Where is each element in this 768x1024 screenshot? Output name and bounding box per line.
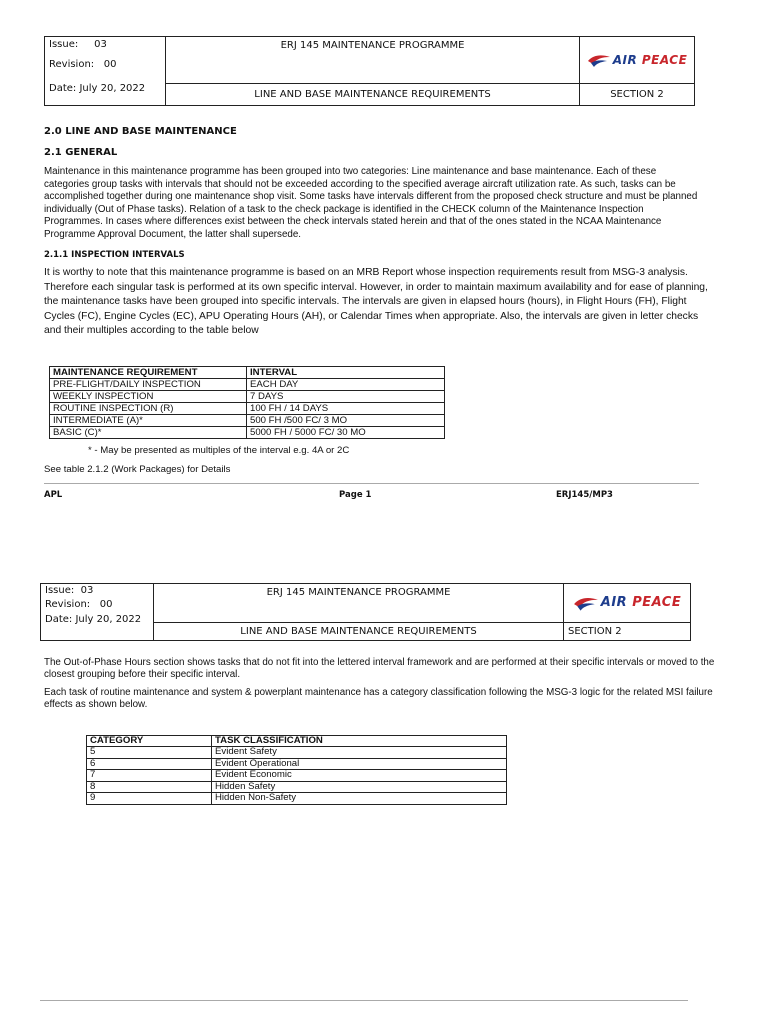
heading-inspection-intervals: 2.1.1 INSPECTION INTERVALS bbox=[44, 250, 185, 260]
table-row bbox=[87, 758, 507, 770]
doc-title: LINE AND BASE MAINTENANCE REQUIREMENTS bbox=[154, 622, 564, 640]
footer-page-number: Page 1 bbox=[339, 490, 372, 500]
table-row bbox=[87, 747, 507, 759]
logo-word-air: AIR bbox=[612, 53, 638, 67]
issue-cell bbox=[45, 37, 166, 106]
air-peace-logo bbox=[565, 585, 689, 621]
table-cell: 100 FH / 14 DAYS bbox=[247, 403, 445, 415]
air-peace-logo bbox=[581, 38, 693, 82]
msg3-paragraph: Each task of routine maintenance and system & powerplant maintenance has a category classification following the MSG-3 logic for the related MSI failure effects as shown below. bbox=[44, 687, 713, 710]
table-row bbox=[50, 391, 445, 403]
table-cell: BASIC (C)* bbox=[50, 427, 247, 439]
logo-word-peace: PEACE bbox=[632, 595, 682, 611]
table-cell: 8 bbox=[87, 781, 212, 793]
maintenance-interval-table bbox=[49, 366, 445, 439]
table-cell: 7 DAYS bbox=[247, 391, 445, 403]
table-header-row bbox=[50, 367, 445, 379]
program-title: ERJ 145 MAINTENANCE PROGRAMME bbox=[154, 584, 564, 623]
general-paragraph: Maintenance in this maintenance programme has been grouped into two categories: Line maintenance and base maintenance. Each of these categories group tasks with intervals that should not be exceeded according to the specified average aircraft utilization rate. As such, tasks can be accomplished together during one maintenance shop visit. Some tasks have intervals different from the proposed check structure and must be planned individually (Out of Phase tasks). Relation of a task to the check package is identified in the CHECK column of the Maintenance Inspection Programmes. In cases where differences exist between the check intervals stated herein and that of the ones stated in the NCAA Maintenance Programme Approval Document, the latter shall supersede. bbox=[44, 166, 698, 240]
table-row bbox=[50, 379, 445, 391]
table-row bbox=[87, 770, 507, 782]
logo-word-peace: PEACE bbox=[641, 53, 688, 67]
revision-value: 00 bbox=[103, 59, 117, 70]
issue-value: 03 bbox=[80, 585, 94, 596]
table-cell: 500 FH /500 FC/ 3 MO bbox=[247, 415, 445, 427]
revision-value: 00 bbox=[99, 599, 113, 610]
table-cell: 6 bbox=[87, 758, 212, 770]
table-row bbox=[87, 793, 507, 805]
logo-word-air: AIR bbox=[600, 595, 628, 611]
table-cell: 5 bbox=[87, 747, 212, 759]
logo-cell bbox=[564, 584, 691, 623]
column-header: CATEGORY bbox=[87, 736, 212, 747]
section-label: SECTION 2 bbox=[580, 84, 695, 106]
date-label: Date: July 20, 2022 bbox=[45, 614, 142, 625]
issue-label: Issue: bbox=[49, 39, 79, 50]
footer-left: APL bbox=[44, 490, 63, 500]
date-label: Date: July 20, 2022 bbox=[49, 83, 146, 94]
column-header: TASK CLASSIFICATION bbox=[212, 736, 507, 747]
bird-logo-icon bbox=[587, 52, 611, 68]
footer-rule bbox=[44, 483, 699, 484]
see-table-note: See table 2.1.2 (Work Packages) for Details bbox=[44, 464, 231, 475]
footer-right: ERJ145/MP3 bbox=[556, 490, 613, 500]
column-header: INTERVAL bbox=[247, 367, 445, 379]
doc-title: LINE AND BASE MAINTENANCE REQUIREMENTS bbox=[166, 84, 580, 106]
page2-header bbox=[40, 583, 691, 641]
heading-line-base: 2.0 LINE AND BASE MAINTENANCE bbox=[44, 126, 237, 137]
revision-label: Revision: bbox=[49, 59, 95, 70]
out-of-phase-paragraph: The Out-of-Phase Hours section shows tasks that do not fit into the lettered interval framework and are performed at their specific intervals or moved to the closest grouping before their specific interval. bbox=[44, 657, 715, 680]
table-row bbox=[50, 403, 445, 415]
table-cell: EACH DAY bbox=[247, 379, 445, 391]
logo-cell bbox=[580, 37, 695, 84]
issue-cell bbox=[41, 584, 154, 641]
table-cell: 7 bbox=[87, 770, 212, 782]
page1-header bbox=[44, 36, 695, 106]
table-cell: Hidden Safety bbox=[212, 781, 507, 793]
page2-footer-rule bbox=[40, 1000, 688, 1001]
intervals-paragraph: It is worthy to note that this maintenance programme is based on an MRB Report whose inspection requirements result from MSG-3 analysis. Therefore each singular task is performed at its own specific interval. However, in order to maintain maximum availability and for ease of planning, the maintenance tasks have been grouped into specific intervals. The intervals are given in elapsed hours (hours), in Flight Hours (FH), Flight Cycles (FC), Engine Cycles (EC), APU Operating Hours (AH), or Calendar Times when appropriate. Also, the intervals are given in letter checks and their multiples according to the table below bbox=[44, 267, 708, 337]
revision-label: Revision: bbox=[45, 599, 91, 610]
table-cell: Evident Safety bbox=[212, 747, 507, 759]
heading-general: 2.1 GENERAL bbox=[44, 147, 118, 158]
footnote: * - May be presented as multiples of the interval e.g. 4A or 2C bbox=[88, 445, 350, 456]
column-header: MAINTENANCE REQUIREMENT bbox=[50, 367, 247, 379]
section-label: SECTION 2 bbox=[564, 622, 691, 640]
table-cell: Evident Operational bbox=[212, 758, 507, 770]
table-row bbox=[50, 415, 445, 427]
table-cell: 9 bbox=[87, 793, 212, 805]
table-header-row bbox=[87, 736, 507, 747]
category-classification-table bbox=[86, 735, 507, 805]
issue-label: Issue: bbox=[45, 585, 75, 596]
table-cell: 5000 FH / 5000 FC/ 30 MO bbox=[247, 427, 445, 439]
program-title: ERJ 145 MAINTENANCE PROGRAMME bbox=[166, 37, 580, 84]
table-cell: WEEKLY INSPECTION bbox=[50, 391, 247, 403]
table-cell: ROUTINE INSPECTION (R) bbox=[50, 403, 247, 415]
table-row bbox=[50, 427, 445, 439]
table-cell: PRE-FLIGHT/DAILY INSPECTION bbox=[50, 379, 247, 391]
table-cell: INTERMEDIATE (A)* bbox=[50, 415, 247, 427]
table-row bbox=[87, 781, 507, 793]
bird-logo-icon bbox=[573, 594, 599, 612]
issue-value: 03 bbox=[94, 39, 107, 50]
table-cell: Hidden Non-Safety bbox=[212, 793, 507, 805]
table-cell: Evident Economic bbox=[212, 770, 507, 782]
